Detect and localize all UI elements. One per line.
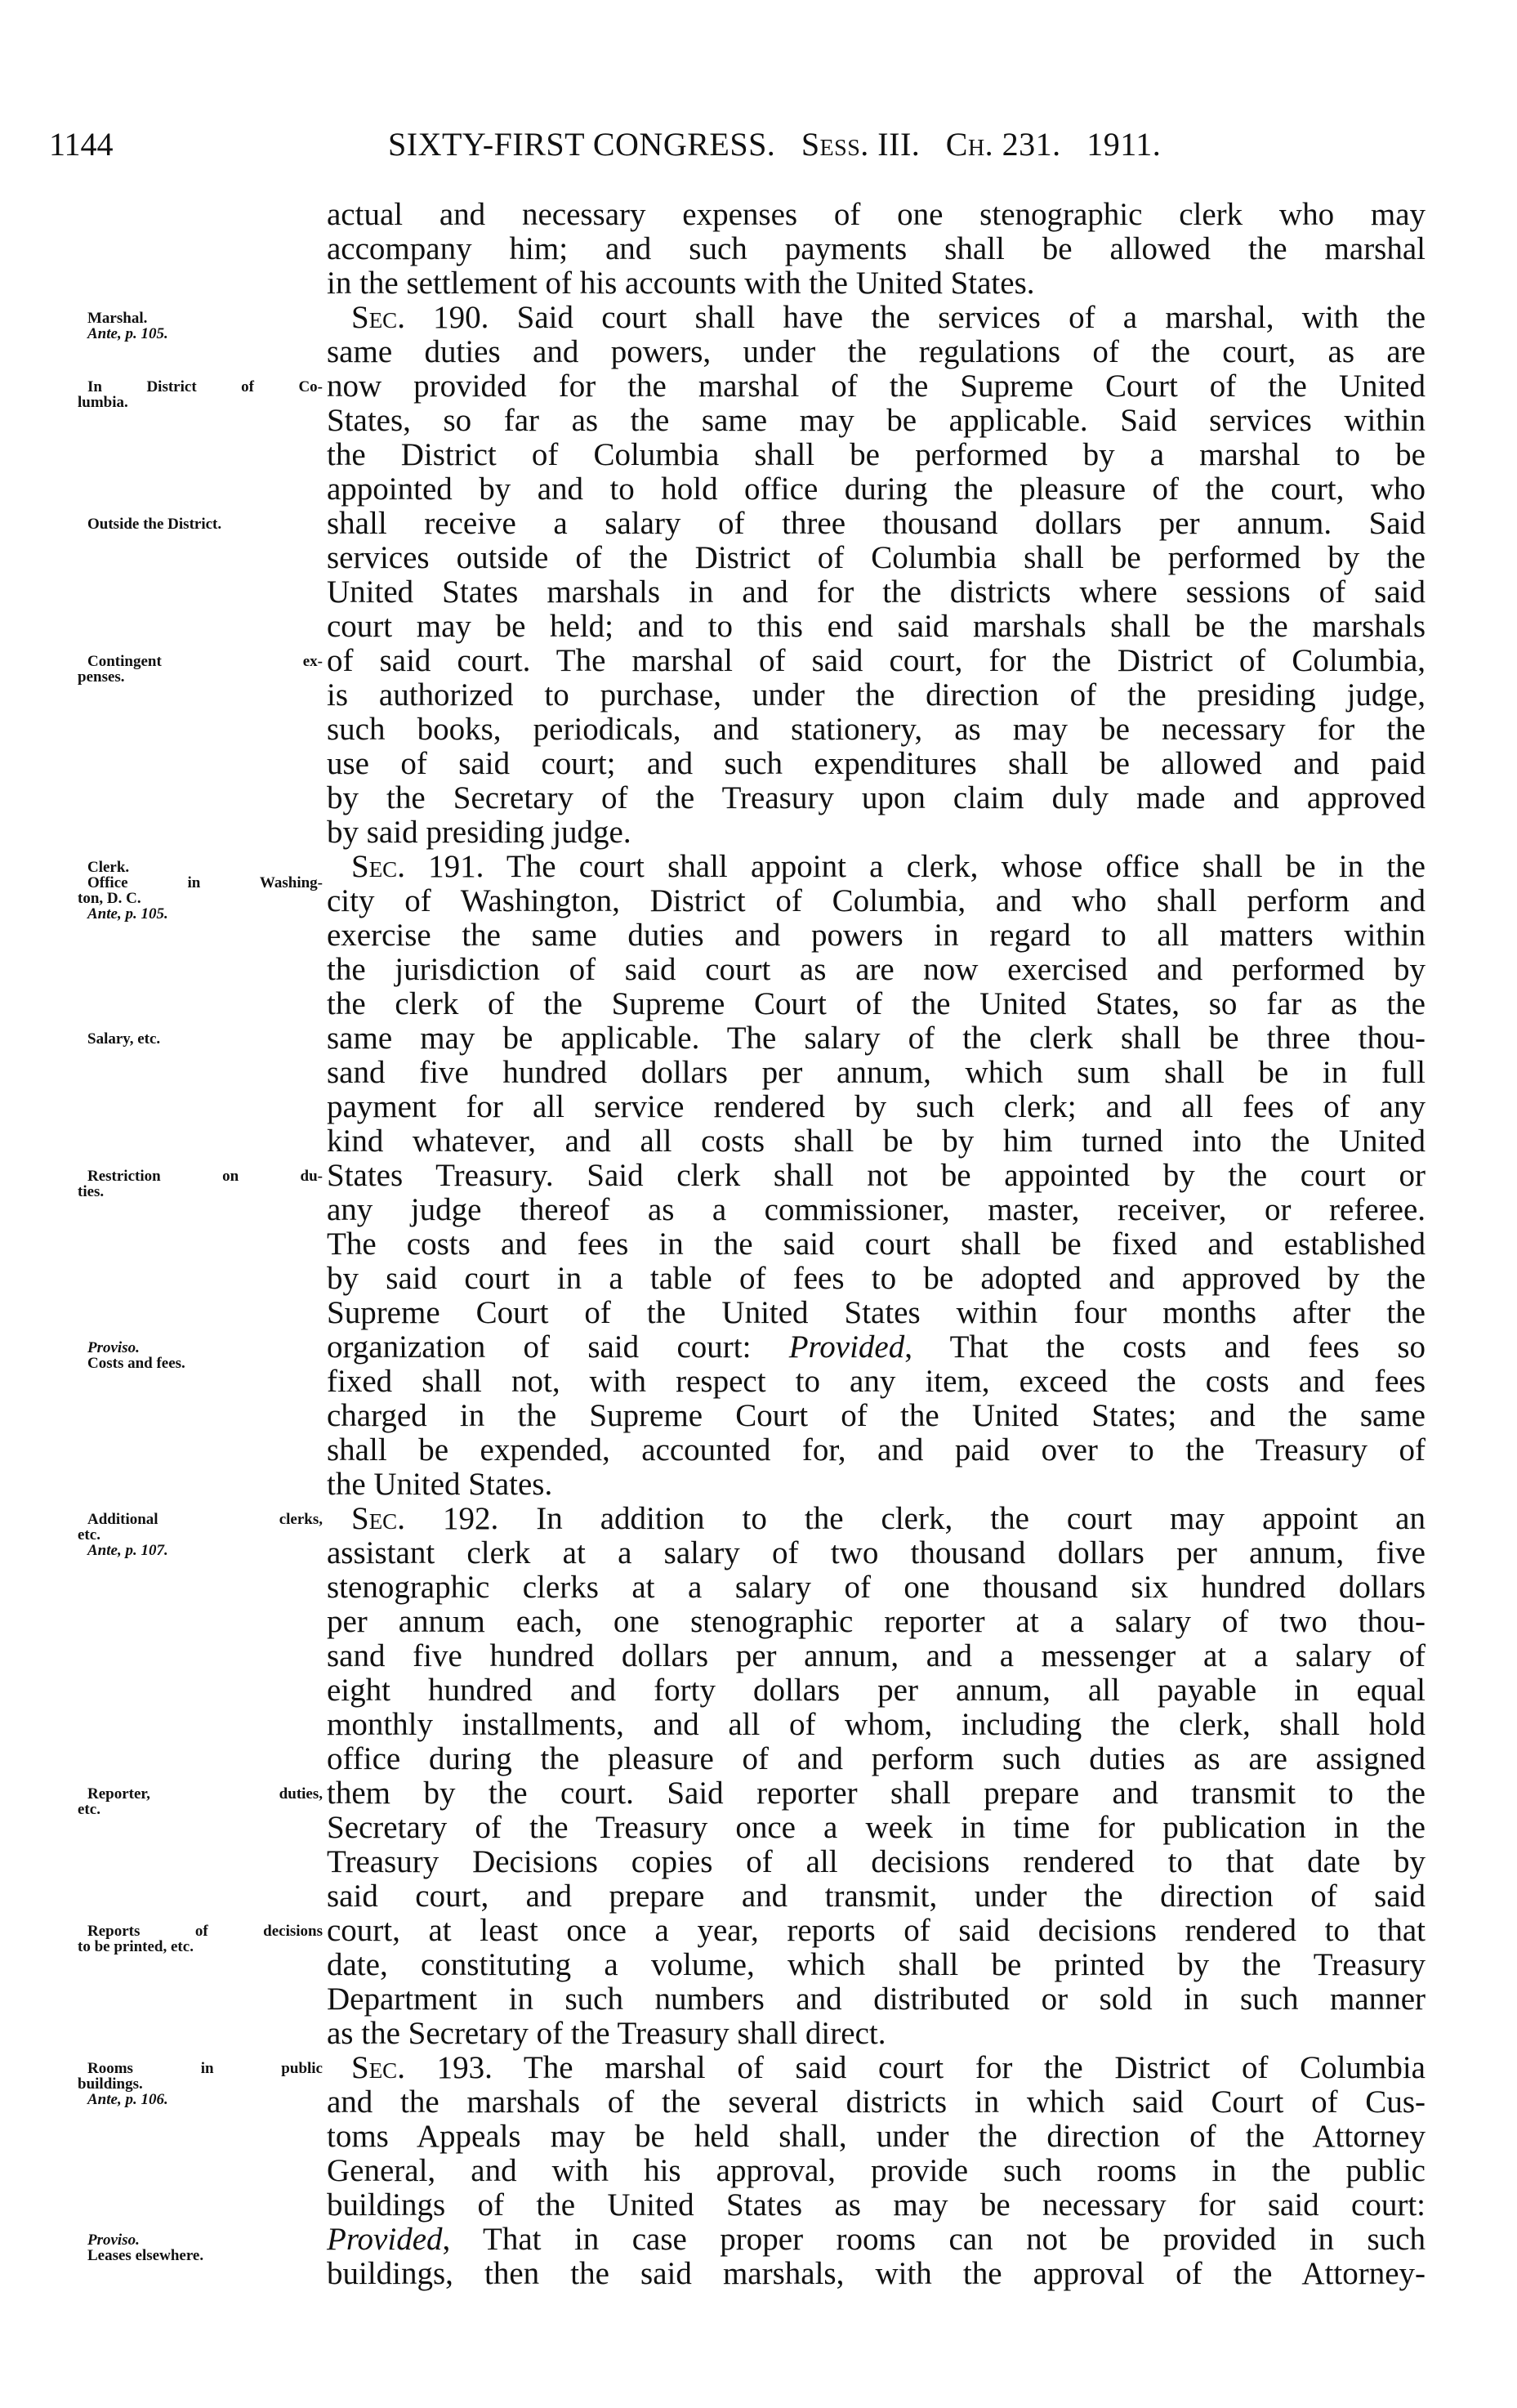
margin-note-title: Salary, etc. xyxy=(87,1030,161,1048)
body-line: toms Appeals may be held shall, under the direction of the Attorney xyxy=(327,2119,1426,2154)
body-line: Sec. 193. The marshal of said court for the District of Columbia xyxy=(351,2050,1426,2085)
body-line: office during the pleasure of and perform such duties as are assigned xyxy=(327,1741,1426,1776)
margin-note-title: Reporter, duties, xyxy=(87,1785,323,1803)
body-line: exercise the same duties and powers in regard to all matters within xyxy=(327,918,1426,953)
margin-note-subtitle: Office in Washing- xyxy=(87,874,323,891)
running-head xyxy=(388,124,1161,165)
margin-note xyxy=(78,310,323,342)
body-line: use of said court; and such expenditures shall be allowed and paid xyxy=(327,746,1426,781)
chapter-label: Ch. 231. xyxy=(945,126,1061,163)
body-line: assistant clerk at a salary of two thousand dollars per annum, five xyxy=(327,1535,1426,1570)
body-line: Treasury Decisions copies of all decisions rendered to that date by xyxy=(327,1844,1426,1879)
margin-note xyxy=(78,2061,323,2107)
margin-note-title: Reports of decisions xyxy=(87,1923,323,1940)
body-line: States, so far as the same may be applicable. Said services within xyxy=(327,403,1426,438)
body-line: as the Secretary of the Treasury shall direct. xyxy=(327,2016,886,2051)
margin-note-title: Outside the District. xyxy=(87,516,222,533)
margin-note-continuation: etc. xyxy=(78,1526,100,1544)
body-line: payment for all service rendered by such clerk; and all fees of any xyxy=(327,1089,1426,1124)
body-line: by the Secretary of the Treasury upon claim duly made and approved xyxy=(327,780,1426,815)
section-number: Sec. 193. xyxy=(351,2050,493,2085)
margin-note-title: Clerk. xyxy=(87,859,130,876)
body-line: Provided, That in case proper rooms can not be provided in such xyxy=(327,2222,1426,2257)
body-line: fixed shall not, with respect to any item, exceed the costs and fees xyxy=(327,1364,1426,1399)
body-line: Department in such numbers and distributed or sold in such manner xyxy=(327,1981,1426,2017)
body-line: the United States. xyxy=(327,1467,553,1502)
congress-title: SIXTY-FIRST CONGRESS. xyxy=(388,126,776,163)
margin-note xyxy=(78,379,323,410)
margin-note-reference: Ante, p. 105. xyxy=(87,905,168,923)
body-line: date, constituting a volume, which shall be printed by the Treasury xyxy=(327,1947,1426,1982)
margin-note-continuation: penses. xyxy=(78,668,125,686)
margin-note-continuation: lumbia. xyxy=(78,394,128,411)
body-line: in the settlement of his accounts with the United States. xyxy=(327,266,1035,301)
body-line: kind whatever, and all costs shall be by him turned into the United xyxy=(327,1124,1426,1159)
body-line: Sec. 192. In addition to the clerk, the court may appoint an xyxy=(351,1501,1426,1536)
body-line: The costs and fees in the said court shall be fixed and established xyxy=(327,1226,1426,1262)
body-line: court may be held; and to this end said marshals shall be the marshals xyxy=(327,609,1426,644)
body-line: said court, and prepare and transmit, under the direction of said xyxy=(327,1879,1426,1914)
body-line: the jurisdiction of said court as are now exercised and performed by xyxy=(327,952,1426,987)
body-line: them by the court. Said reporter shall prepare and transmit to the xyxy=(327,1776,1426,1811)
body-line: sand five hundred dollars per annum, and a messenger at a salary of xyxy=(327,1638,1426,1673)
body-line: actual and necessary expenses of one stenographic clerk who may xyxy=(327,197,1426,232)
body-line: of said court. The marshal of said court, for the District of Columbia, xyxy=(327,643,1426,678)
body-line: by said court in a table of fees to be adopted and approved by the xyxy=(327,1261,1426,1296)
body-line: court, at least once a year, reports of said decisions rendered to that xyxy=(327,1913,1426,1948)
margin-note-title: Leases elsewhere. xyxy=(87,2247,204,2264)
margin-note-proviso: Proviso. xyxy=(87,2232,140,2249)
body-line: the District of Columbia shall be performed by a marshal to be xyxy=(327,437,1426,472)
margin-note-title: Rooms in public xyxy=(87,2060,323,2077)
body-line: buildings, then the said marshals, with the approval of the Attorney- xyxy=(327,2256,1426,2291)
body-line: such books, periodicals, and stationery, as may be necessary for the xyxy=(327,712,1426,747)
margin-note-reference: Ante, p. 105. xyxy=(87,325,168,342)
margin-note xyxy=(78,1031,323,1047)
margin-note-title: In District of Co- xyxy=(87,378,323,395)
margin-note xyxy=(78,1512,323,1558)
margin-note xyxy=(78,1168,323,1200)
body-line: General, and with his approval, provide such rooms in the public xyxy=(327,2153,1426,2188)
body-line: the clerk of the Supreme Court of the United States, so far as the xyxy=(327,986,1426,1021)
margin-note-reference: Ante, p. 106. xyxy=(87,2091,168,2108)
session-label: Sess. III. xyxy=(801,126,921,163)
body-line: any judge thereof as a commissioner, master, receiver, or referee. xyxy=(327,1192,1426,1227)
proviso-keyword: Provided xyxy=(788,1329,905,1365)
body-line: shall receive a salary of three thousand dollars per annum. Said xyxy=(327,506,1426,541)
margin-note xyxy=(78,2232,323,2263)
margin-note xyxy=(78,1923,323,1955)
body-line: organization of said court: Provided, That the costs and fees so xyxy=(327,1329,1426,1365)
margin-note-title: Contingent ex- xyxy=(87,653,323,670)
body-line: Sec. 190. Said court shall have the services of a marshal, with the xyxy=(351,300,1426,335)
body-line: same duties and powers, under the regulations of the court, as are xyxy=(327,334,1426,369)
body-line: city of Washington, District of Columbia, and who shall perform and xyxy=(327,883,1426,918)
year-label: 1911. xyxy=(1086,126,1162,163)
section-number: Sec. 191. xyxy=(351,849,484,884)
margin-note-title: Costs and fees. xyxy=(87,1355,185,1372)
body-line: same may be applicable. The salary of the clerk shall be three thou- xyxy=(327,1021,1426,1056)
margin-note-title: Marshal. xyxy=(87,310,148,327)
margin-note xyxy=(78,1786,323,1817)
section-number: Sec. 190. xyxy=(351,300,489,335)
body-line: and the marshals of the several districts in which said Court of Cus- xyxy=(327,2084,1426,2120)
body-line: Secretary of the Treasury once a week in time for publication in the xyxy=(327,1810,1426,1845)
margin-note xyxy=(78,860,323,922)
margin-note-title: Additional clerks, xyxy=(87,1511,323,1528)
body-line: States Treasury. Said clerk shall not be appointed by the court or xyxy=(327,1158,1426,1193)
margin-note xyxy=(78,1340,323,1371)
body-line: eight hundred and forty dollars per annum, all payable in equal xyxy=(327,1673,1426,1708)
body-line: buildings of the United States as may be necessary for said court: xyxy=(327,2187,1426,2223)
body-line: per annum each, one stenographic reporter at a salary of two thou- xyxy=(327,1604,1426,1639)
margin-note-title: Restriction on du- xyxy=(87,1168,323,1185)
body-line: now provided for the marshal of the Supreme Court of the United xyxy=(327,369,1426,404)
margin-note-continuation: buildings. xyxy=(78,2075,143,2093)
body-line: stenographic clerks at a salary of one thousand six hundred dollars xyxy=(327,1570,1426,1605)
margin-note xyxy=(78,516,323,532)
body-line: monthly installments, and all of whom, including the clerk, shall hold xyxy=(327,1707,1426,1742)
margin-note xyxy=(78,654,323,685)
body-line: by said presiding judge. xyxy=(327,815,631,850)
section-number: Sec. 192. xyxy=(351,1501,499,1536)
body-line: appointed by and to hold office during the pleasure of the court, who xyxy=(327,471,1426,507)
body-line: sand five hundred dollars per annum, which sum shall be in full xyxy=(327,1055,1426,1090)
body-line: Supreme Court of the United States within four months after the xyxy=(327,1295,1426,1330)
body-line: United States marshals in and for the districts where sessions of said xyxy=(327,574,1426,610)
body-line: shall be expended, accounted for, and paid over to the Treasury of xyxy=(327,1432,1426,1468)
page-number: 1144 xyxy=(49,126,114,163)
statute-body-text xyxy=(327,198,1426,2291)
margin-note-continuation: ton, D. C. xyxy=(78,890,141,907)
margin-note-continuation: ties. xyxy=(78,1183,105,1200)
body-line: Sec. 191. The court shall appoint a clerk, whose office shall be in the xyxy=(351,849,1426,884)
margin-note-reference: Ante, p. 107. xyxy=(87,1542,168,1559)
proviso-keyword: Provided xyxy=(327,2222,443,2257)
margin-note-continuation: etc. xyxy=(78,1801,100,1818)
body-line: accompany him; and such payments shall be allowed the marshal xyxy=(327,231,1426,266)
body-line: services outside of the District of Columbia shall be performed by the xyxy=(327,540,1426,575)
body-line: charged in the Supreme Court of the United States; and the same xyxy=(327,1398,1426,1433)
margin-note-continuation: to be printed, etc. xyxy=(78,1938,194,1955)
margin-note-proviso: Proviso. xyxy=(87,1339,140,1356)
body-line: is authorized to purchase, under the direction of the presiding judge, xyxy=(327,677,1426,713)
